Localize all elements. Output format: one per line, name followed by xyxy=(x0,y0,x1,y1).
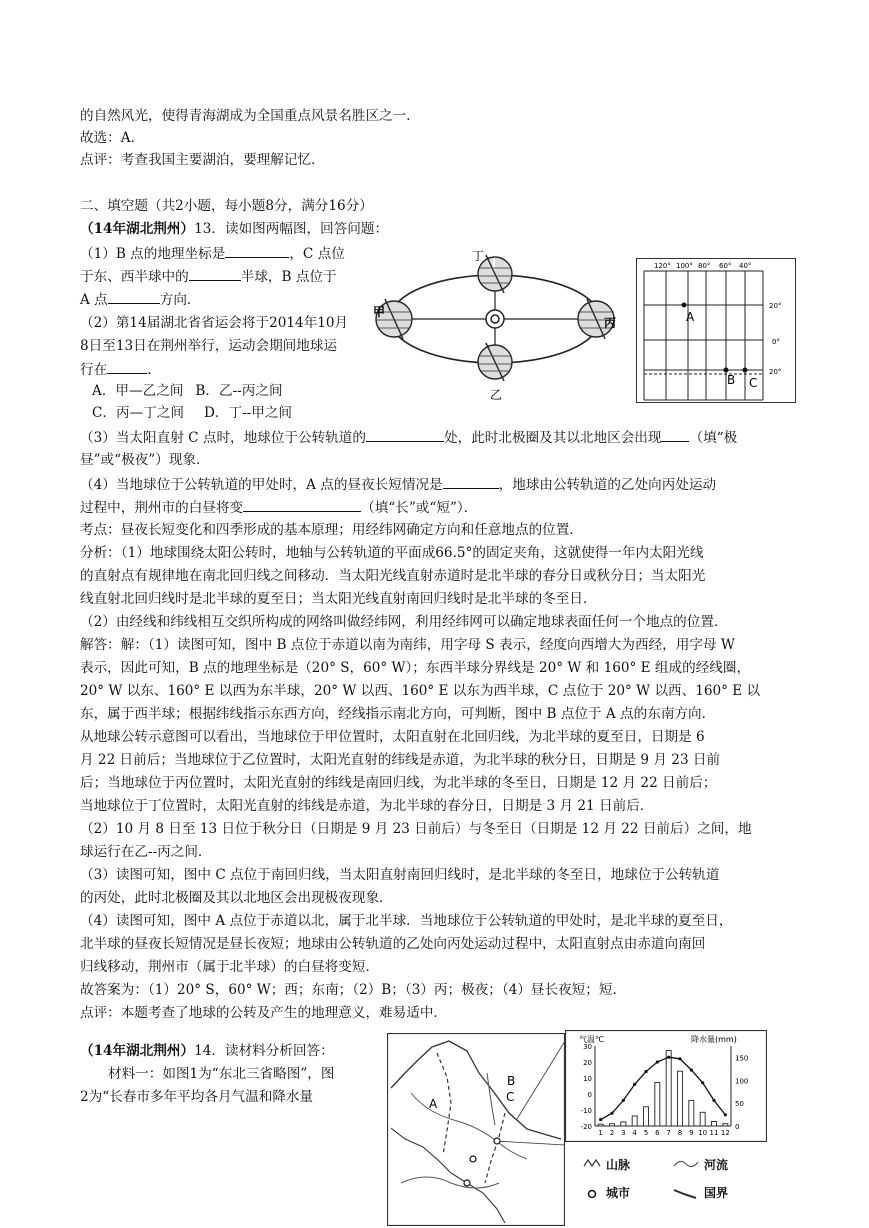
solution-line: 当地球位于丁位置时，太阳光直射的纬线是赤道，为北半球的春分日，日期是 3 月 21 日前后． xyxy=(80,798,654,814)
precip-bar xyxy=(723,1124,728,1126)
q13-part2-line xyxy=(80,359,161,380)
left-tick-label: 0 xyxy=(587,1091,592,1099)
text: ，C 点位 xyxy=(289,246,345,262)
answer-blank xyxy=(108,289,160,304)
temperature-point xyxy=(724,1113,727,1116)
lon-label: 120° xyxy=(654,262,671,270)
kaodian: 考点：昼夜长短变化和四季形成的基本原理；用经纬网确定方向和任意地点的位置． xyxy=(80,522,583,538)
temperature-point xyxy=(610,1112,613,1115)
precip-bar xyxy=(655,1083,660,1126)
right-tick-label: 50 xyxy=(735,1100,744,1109)
text: 处，此时北极圈及其以北地区会出现 xyxy=(443,430,662,446)
map-label-b: B xyxy=(507,1074,516,1088)
temperature-point xyxy=(667,1056,670,1059)
city-icon xyxy=(464,1180,470,1186)
text: ，地球由公转轨道的乙处向丙处运动 xyxy=(498,477,717,493)
city-icon xyxy=(470,1156,476,1162)
solution-line: 球运行在乙--丙之间． xyxy=(80,844,212,860)
month-tick-label: 4 xyxy=(632,1129,637,1137)
q13-part4-line xyxy=(80,474,716,495)
temperature-point xyxy=(622,1099,625,1102)
answer-summary: 故答案为：（1）20° S，60° W；西；东南；（2）B；（3）丙；极夜；（4）昼长夜短；短． xyxy=(80,982,627,998)
left-tick-label: -10 xyxy=(580,1107,592,1115)
month-tick-label: 2 xyxy=(609,1129,615,1137)
q14-material-line: 2为“长春市多年平均各月气温和降水量 xyxy=(80,1089,314,1105)
answer-blank xyxy=(443,474,499,489)
text-line: 点评：考查我国主要湖泊，要理解记忆． xyxy=(80,152,325,168)
point-b xyxy=(724,368,729,373)
left-tick-label: 20 xyxy=(583,1059,592,1067)
month-tick-label: 5 xyxy=(643,1129,649,1137)
temperature-point xyxy=(599,1118,602,1121)
solution-line: 20° W 以东、160° E 以西为东半球，20° W 以西、160° E 以东为西半球，C 点位于 20° W 以西、160° E 以 xyxy=(80,683,761,699)
orbit-label-yi: 乙 xyxy=(490,388,503,402)
solution-line: （4）读图可知，图中 A 点位于赤道以北，属于北半球．当地球位于公转轨道的甲处时，是北半球的夏至日， xyxy=(80,913,733,929)
month-tick-label: 12 xyxy=(720,1129,730,1137)
q13-part1-line xyxy=(80,289,201,310)
answer-blank xyxy=(107,359,147,374)
map-legend xyxy=(566,1150,766,1222)
solution-line: 的丙处，此时北极圈及其以北地区会出现极夜现象． xyxy=(80,890,393,906)
precip-bar xyxy=(700,1112,705,1126)
month-tick-label: 11 xyxy=(709,1129,719,1137)
temperature-point xyxy=(633,1083,636,1086)
point-a xyxy=(682,303,687,308)
lat-label: 0° xyxy=(772,338,780,346)
analysis-line: 线直射北回归线时是北半球的夏至日；当太阳光线直射南回归线时是北半球的冬至日． xyxy=(80,591,597,607)
precip-bar xyxy=(689,1100,694,1126)
answer-blank xyxy=(661,427,689,442)
answer-blank xyxy=(366,427,444,442)
question-14-stem xyxy=(80,1041,334,1061)
question-text: 14．读材料分析回答： xyxy=(194,1043,334,1059)
text: （填“极 xyxy=(689,430,738,446)
solution-line: 表示，因此可知，B 点的地理坐标是（20° S，60° W）；东西半球分界线是 20° W 和 160° E 组成的经线圈， xyxy=(80,660,751,676)
q13-part3-line xyxy=(80,427,737,448)
text-line: 的自然风光，使得青海湖成为全国重点风景名胜区之一． xyxy=(80,108,420,124)
month-tick-label: 7 xyxy=(666,1129,671,1137)
northeast-china-map xyxy=(387,1033,565,1226)
temperature-point xyxy=(656,1060,659,1063)
q13-part2-line: 8日至13日在荆州举行，运动会期间地球运 xyxy=(80,338,338,354)
month-tick-label: 6 xyxy=(655,1129,660,1137)
point-c xyxy=(743,368,748,373)
month-tick-label: 1 xyxy=(598,1129,603,1137)
text: 过程中，荆州市的白昼将变 xyxy=(80,500,244,516)
climate-chart xyxy=(565,1030,767,1142)
legend-border: 国界 xyxy=(704,1186,729,1200)
lon-label: 40° xyxy=(739,262,752,270)
question-source: （14年湖北荆州） xyxy=(80,1043,195,1059)
lon-label: 80° xyxy=(698,262,711,270)
solution-line: 后；当地球位于丙位置时，太阳光直射的纬线是南回归线，为北半球的冬至日，日期是 12 月 22 日前后； xyxy=(80,775,717,791)
month-tick-label: 9 xyxy=(689,1129,694,1137)
precip-bar xyxy=(678,1071,683,1126)
legend-city: 城市 xyxy=(606,1186,631,1200)
river-legend-icon xyxy=(674,1161,698,1166)
temperature-point xyxy=(690,1068,693,1071)
precip-bar xyxy=(632,1116,637,1126)
solution-line: （2）10 月 8 日至 13 日位于秋分日（日期是 9 月 23 日前后）与冬至日（日期是 12 月 22 日前后）之间，地 xyxy=(80,821,752,837)
point-c-label: C xyxy=(749,376,758,390)
left-tick-label: 30 xyxy=(583,1043,592,1051)
map-label-a: A xyxy=(429,1097,438,1111)
orbit-label-ding: 丁 xyxy=(472,249,485,263)
analysis-line: （2）由经线和纬线相互交织所构成的网络叫做经纬网，利用经纬网可以确定地球表面任何一个地点的位置． xyxy=(80,614,728,630)
text: 于东、西半球中的 xyxy=(80,269,189,285)
answer-blank xyxy=(225,243,289,258)
earth-icon xyxy=(478,343,512,381)
text: 半球，B 点位于 xyxy=(240,269,337,285)
option-d: D．丁--甲之间 xyxy=(203,405,293,421)
q13-part3-line: 昼”或“极夜”）现象． xyxy=(80,452,210,468)
legend-river: 河流 xyxy=(704,1158,729,1172)
border-legend-icon xyxy=(674,1190,696,1198)
lon-label: 60° xyxy=(719,262,732,270)
legend-mountain: 山脉 xyxy=(606,1158,631,1172)
text-line: 故选：A． xyxy=(80,130,145,146)
right-tick-label: 0 xyxy=(735,1123,740,1131)
month-tick-label: 8 xyxy=(677,1129,683,1137)
map-label-c: C xyxy=(506,1090,515,1104)
question-source: （14年湖北荆州） xyxy=(80,221,195,237)
precip-bar xyxy=(621,1122,626,1126)
analysis-line: 分析：（1）地球围绕太阳公转时，地轴与公转轨道的平面成66.5°的固定夹角，这就使得一年内太阳光线 xyxy=(80,545,704,561)
text: （1）B 点的地理坐标是 xyxy=(80,246,226,262)
q13-part1-line xyxy=(80,266,337,287)
precip-bar xyxy=(598,1124,603,1126)
left-tick-label: -20 xyxy=(580,1123,592,1131)
temperature-point xyxy=(644,1070,647,1073)
option-c: C．丙—丁之间 xyxy=(92,405,184,421)
text: 方向． xyxy=(159,292,201,308)
text: （填“长”或“短”）． xyxy=(361,500,478,516)
solution-line: （3）读图可知，图中 C 点位于南回归线，当太阳直射南回归线时，是北半球的冬至日，地球位于公转轨道 xyxy=(80,867,720,883)
left-tick-label: 10 xyxy=(583,1075,592,1083)
month-tick-label: 3 xyxy=(621,1129,626,1137)
text: （3）当太阳直射 C 点时，地球位于公转轨道的 xyxy=(80,430,366,446)
temperature-point xyxy=(701,1081,704,1084)
q13-part2-line: （2）第14届湖北省省运会将于2014年10月 xyxy=(80,315,349,331)
section-heading: 二、填空题（共2小题，每小题8分，满分16分） xyxy=(80,198,373,214)
point-a-label: A xyxy=(686,310,695,324)
options-row xyxy=(92,381,283,401)
q14-material-line: 材料一：如图1为“东北三省略图”，图 xyxy=(108,1066,335,1082)
answer-blank xyxy=(243,497,361,512)
lon-label: 100° xyxy=(676,262,693,270)
solution-line: 归线移动，荆州市（属于北半球）的白昼将变短． xyxy=(80,959,380,975)
point-b-label: B xyxy=(727,373,736,387)
temp-axis-label: 气温℃ xyxy=(579,1035,604,1044)
orbit-label-jia: 甲 xyxy=(373,305,386,319)
city-legend-icon xyxy=(589,1191,596,1198)
orbit-label-bing: 丙 xyxy=(604,316,617,330)
text: （4）当地球位于公转轨道的甲处时，A 点的昼夜长短情况是 xyxy=(80,477,443,493)
answer-blank xyxy=(189,266,241,281)
month-tick-label: 10 xyxy=(698,1129,708,1137)
precip-bar xyxy=(712,1121,717,1126)
right-tick-label: 150 xyxy=(735,1054,749,1063)
mountain-legend-icon xyxy=(584,1160,600,1166)
question-13-stem xyxy=(80,219,388,239)
solution-line: 北半球的昼夜长短情况是昼长夜短；地球由公转轨道的乙处向丙处运动过程中，太阳直射点由赤道向南回 xyxy=(80,936,706,952)
q13-part1-line xyxy=(80,243,345,264)
option-b: B．乙--丙之间 xyxy=(195,383,283,399)
latlon-grid xyxy=(636,258,796,403)
temperature-point xyxy=(712,1099,715,1102)
right-tick-label: 100 xyxy=(735,1077,749,1086)
q13-part4-line xyxy=(80,497,477,518)
solution-line: 东，属于西半球；根据纬线指示东西方向，经线指示南北方向，可判断，图中 B 点位于 A 点的东南方向． xyxy=(80,706,716,722)
precip-axis-label: 降水量(mm) xyxy=(691,1035,737,1044)
text: 行在 xyxy=(80,362,108,378)
option-a: A．甲—乙之间 xyxy=(92,383,184,399)
solution-line: 解答：解：（1）读图可知，图中 B 点位于赤道以南为南纬，用字母 S 表示，经度向西增大为西经，用字母 W xyxy=(80,637,735,653)
temperature-point xyxy=(678,1057,681,1060)
precip-bar xyxy=(644,1107,649,1126)
precip-bar xyxy=(666,1051,671,1126)
text: A 点 xyxy=(80,292,108,308)
comment: 点评：本题考查了地球的公转及产生的地理意义，难易适中． xyxy=(80,1005,448,1021)
solution-line: 月 22 日前后；当地球位于乙位置时，太阳光直射的纬线是赤道，为北半球的秋分日，日期是 9 月 23 日前 xyxy=(80,752,721,768)
lat-label: 20° xyxy=(769,302,782,310)
lat-label: 20° xyxy=(769,368,782,376)
precip-bar xyxy=(610,1124,615,1126)
orbit-diagram xyxy=(370,240,622,402)
options-row xyxy=(92,403,292,423)
text: ． xyxy=(147,362,161,378)
solution-line: 从地球公转示意图可以看出，当地球位于甲位置时，太阳直射在北回归线，为北半球的夏至日，日期是 6 xyxy=(80,729,705,745)
city-icon xyxy=(494,1138,500,1144)
question-text: 13．读如图两幅图，回答问题： xyxy=(194,221,389,237)
analysis-line: 的直射点有规律地在南北回归线之间移动．当太阳光线直射赤道时是北半球的春分日或秋分日；当太阳光 xyxy=(80,568,706,584)
